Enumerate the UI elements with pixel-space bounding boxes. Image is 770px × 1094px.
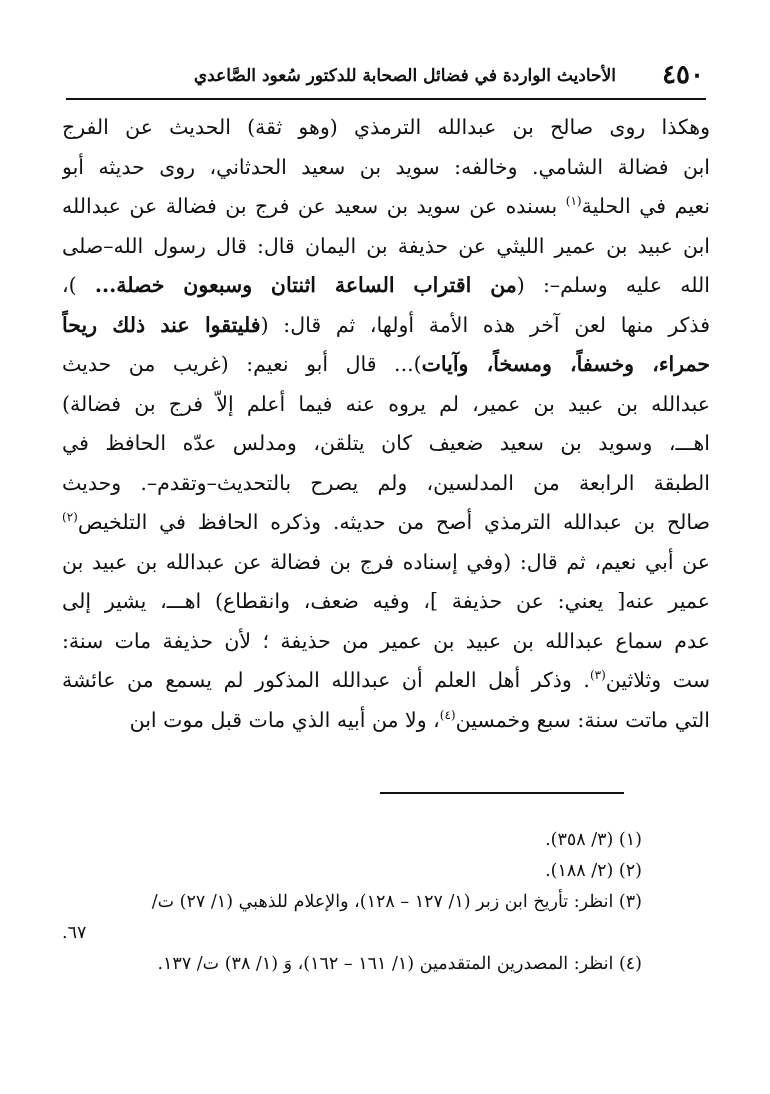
body-line <box>62 701 710 741</box>
footnotes <box>62 825 642 980</box>
text-run: . وذكر أهل العلم أن عبدالله المذكور لم يسمع من عائشة <box>62 668 590 692</box>
body-line <box>62 424 710 464</box>
footnote: ٦٧. <box>62 923 87 943</box>
footnote: (٤) انظر: المصدرين المتقدمين (١/ ١٦١ – ١٦٢)، وَ (١/ ٣٨) ت/ ١٣٧. <box>157 954 642 974</box>
body-line <box>62 187 710 227</box>
body-line <box>62 345 710 385</box>
body-line <box>62 306 710 346</box>
footnote: (٢) (٢/ ١٨٨). <box>545 861 642 881</box>
text-run: عن أبي نعيم، ثم قال: (وفي إسناده فرج بن فضالة عن عبدالله بن عبيد بن <box>62 549 710 574</box>
body-line <box>62 108 710 148</box>
body-line <box>62 148 710 188</box>
body-line <box>62 464 710 504</box>
page-number: ٤٥٠ <box>662 60 704 90</box>
hadith-text: من اقتراب الساعة اثنتان وسبعون خصلة... <box>94 273 517 297</box>
footnote: (٣) انظر: تأريخ ابن زبر (١/ ١٢٧ – ١٢٨)، والإعلام للذهبي (١/ ٢٧) ت/ <box>151 892 642 912</box>
text-run: صالح بن عبدالله الترمذي أصح من حديثه. وذكره الحافظ في التلخيص <box>77 510 710 534</box>
footnote-ref[interactable]: (١) <box>565 194 582 209</box>
text-run: اهـــ، وسويد بن سعيد ضعيف كان يتلقن، ومدلس عدّه الحافظ في <box>62 431 710 455</box>
text-run: عبدالله بن عبيد بن عمير، لم يروه عنه فيما أعلم إلاّ فرج بن فضالة) <box>62 391 710 416</box>
footnote-ref[interactable]: (٣) <box>589 668 606 683</box>
body-line <box>62 266 710 306</box>
body-line <box>62 543 710 583</box>
body-line <box>62 227 710 267</box>
body-line <box>62 385 710 425</box>
text-run: وهكذا روى صالح بن عبدالله الترمذي (وهو ثقة) الحديث عن الفرج <box>62 115 710 139</box>
text-run: عمير عنه[ يعني: عن حذيفة ]، وفيه ضعف، وانقطاع) اهـــ، يشير إلى <box>62 589 710 613</box>
text-run: التي ماتت سنة: سبع وخمسين <box>455 707 710 732</box>
text-run: ابن عبيد بن عمير الليثي عن حذيفة بن اليمان قال: قال رسول الله–صلى <box>62 233 710 258</box>
text-run: الله عليه وسلم–: ( <box>516 273 710 297</box>
text-run: ابن فضالة الشامي. وخالفه: سويد بن سعيد الحدثاني، روى حديثه أبو <box>62 154 710 179</box>
body-line <box>62 661 710 701</box>
body-line <box>62 622 710 662</box>
text-run: عدم سماع عبدالله بن عبيد بن عمير من حذيفة ؛ لأن حذيفة مات سنة: <box>62 628 710 653</box>
body-line <box>62 582 710 622</box>
hadith-text: فليتقوا عند ذلك ريحاً <box>62 312 261 337</box>
text-run: )... قال أبو نعيم: (غريب من حديث <box>62 352 422 376</box>
text-run: بسنده عن سويد بن سعيد عن فرج بن فضالة عن عبدالله <box>62 194 566 218</box>
footnote-separator <box>380 792 624 794</box>
footnote: (١) (٣/ ٣٥٨). <box>545 830 642 850</box>
body-line <box>62 503 710 543</box>
header-rule <box>66 98 706 100</box>
text-run: ست وثلاثين <box>605 668 710 692</box>
text-run: )، <box>62 273 95 297</box>
page-header <box>66 58 706 100</box>
footnote-ref[interactable]: (٤) <box>439 707 456 722</box>
text-run: ، ولا من أبيه الذي مات قبل موت ابن <box>129 707 440 732</box>
text-run: فذكر منها لعن آخر هذه الأمة أولها، ثم قال: ( <box>260 312 710 337</box>
running-title: الأحاديث الواردة في فضائل الصحابة للدكتور سُعود الصَّاعدي <box>193 66 616 86</box>
text-run: نعيم في الحلية <box>581 194 710 218</box>
footnote-ref[interactable]: (٢) <box>62 510 78 525</box>
body-text <box>62 108 710 740</box>
hadith-text: حمراء، وخسفاً، ومسخاً، وآيات <box>421 352 710 376</box>
text-run: الطبقة الرابعة من المدلسين، ولم يصرح بالتحديث–وتقدم–. وحديث <box>62 470 710 495</box>
